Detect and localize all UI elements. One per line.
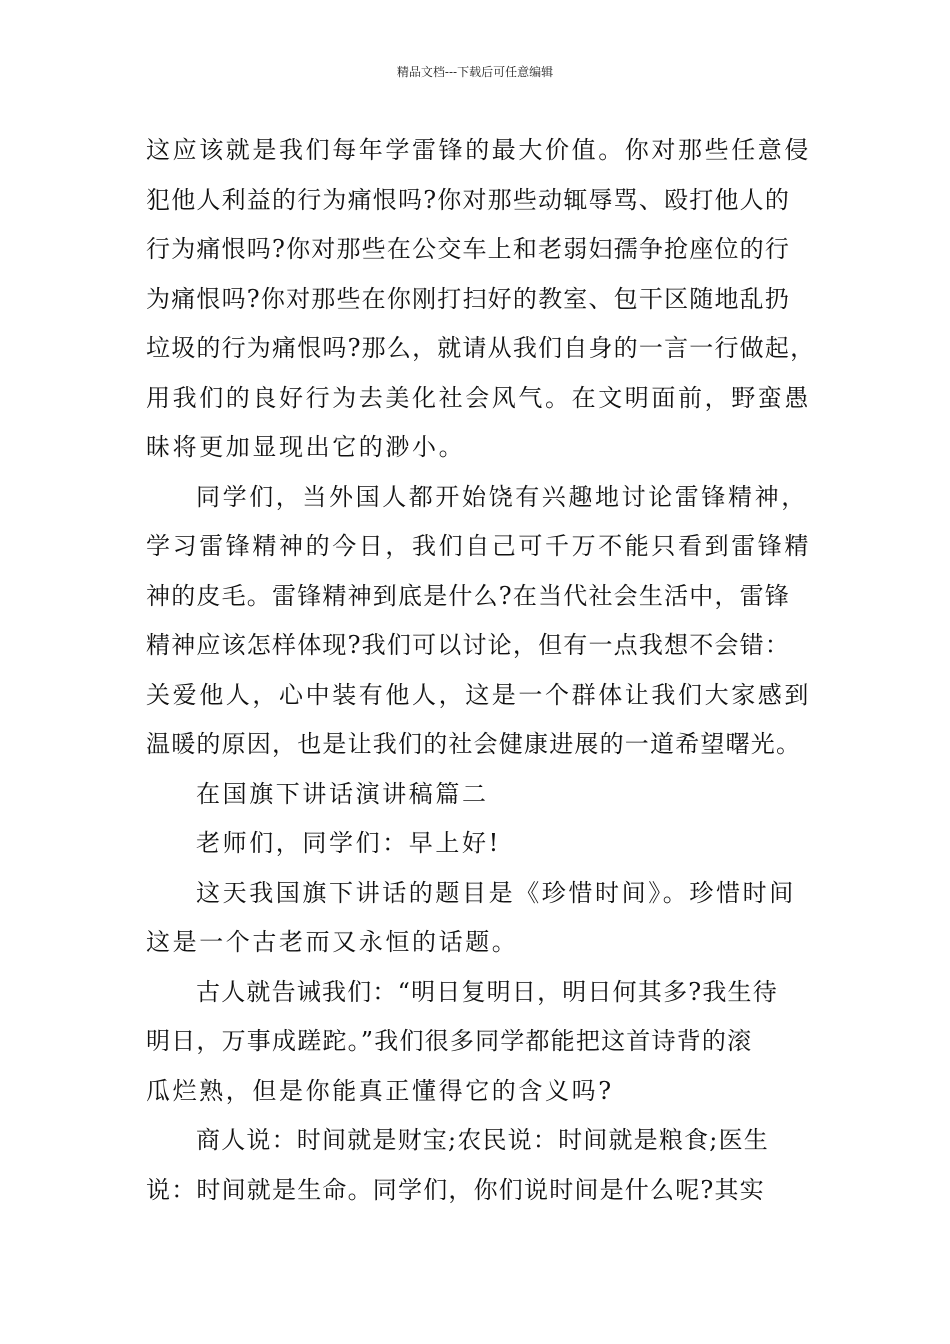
paragraph-start-line: 古人就告诫我们：“明日复明日，明日何其多?我生待 — [196, 977, 778, 1006]
paragraph-start-line: 同学们，当外国人都开始饶有兴趣地讨论雷锋精神， — [196, 482, 808, 511]
text-line: 这应该就是我们每年学雷锋的最大价值。你对那些任意侵 — [146, 136, 811, 164]
text-line: 为痛恨吗?你对那些在你刚打扫好的教室、包干区随地乱扔 — [146, 284, 791, 313]
text-line: 学习雷锋精神的今日，我们自己可千万不能只看到雷锋精 — [146, 532, 811, 560]
text-line: 这是一个古老而又永恒的话题。 — [146, 928, 519, 956]
text-line: 温暖的原因，也是让我们的社会健康进展的一道希望曙光。 — [146, 730, 802, 758]
text-line: 垃圾的行为痛恨吗?那么，就请从我们自身的一言一行做起， — [146, 334, 816, 362]
text-line: 犯他人利益的行为痛恨吗?你对那些动辄辱骂、殴打他人的 — [146, 185, 791, 214]
greeting-line: 老师们，同学们：早上好! — [196, 829, 501, 857]
text-line: 瓜烂熟，但是你能真正懂得它的含义吗? — [146, 1076, 614, 1105]
text-line: 昧将更加显现出它的渺小。 — [146, 433, 466, 461]
text-line: 神的皮毛。雷锋精神到底是什么?在当代社会生活中，雷锋 — [146, 581, 791, 610]
text-line: 行为痛恨吗?你对那些在公交车上和老弱妇孺争抢座位的行 — [146, 235, 791, 263]
text-line: 用我们的良好行为去美化社会风气。在文明面前，野蛮愚 — [146, 383, 811, 412]
paragraph-start-line: 这天我国旗下讲话的题目是《珍惜时间》。珍惜时间 — [196, 878, 796, 907]
document-body — [146, 126, 816, 1215]
page-header: 精品文档---下载后可任意编辑 — [396, 65, 554, 79]
text-line: 说：时间就是生命。同学们，你们说时间是什么呢?其实 — [146, 1175, 765, 1204]
paragraph-start-line: 商人说：时间就是财宝;农民说：时间就是粮食;医生 — [196, 1126, 769, 1154]
text-line: 精神应该怎样体现?我们可以讨论，但有一点我想不会错： — [146, 631, 791, 659]
text-line: 关爱他人，心中装有他人，这是一个群体让我们大家感到 — [146, 680, 811, 709]
section-title: 在国旗下讲话演讲稿篇二 — [196, 779, 489, 808]
text-line: 明日，万事成蹉跎。”我们很多同学都能把这首诗背的滚 — [146, 1027, 753, 1055]
